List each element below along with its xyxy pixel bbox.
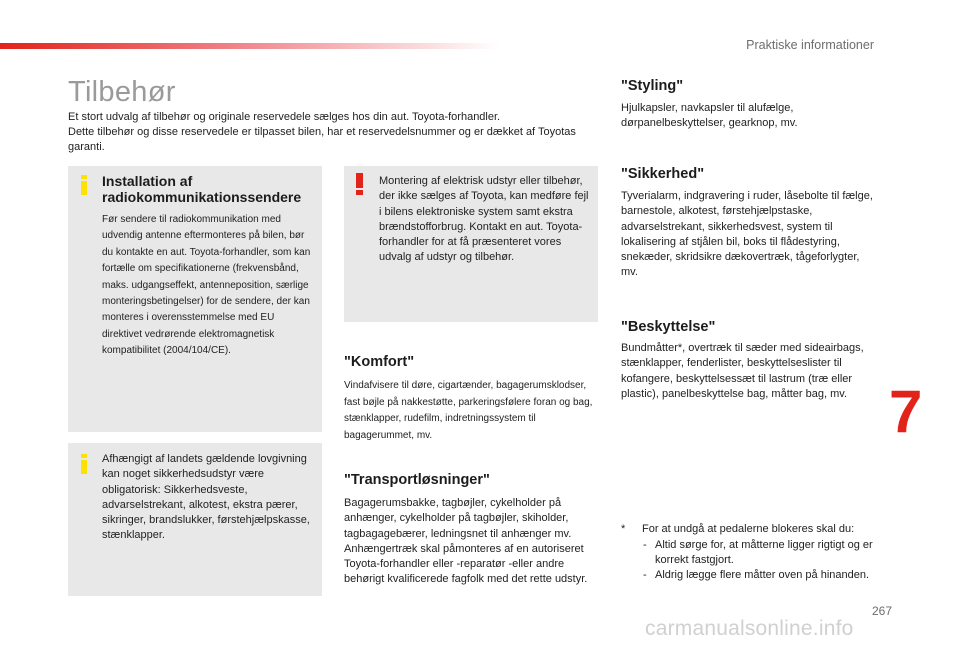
section-styling-title: "Styling"	[621, 78, 684, 94]
info-box-radio-title: Installation af radiokommunikationssendere	[102, 173, 302, 205]
section-beskyttelse-text: Bundmåtter*, overtræk til sæder med sideairbags, stænklapper, fenderlister, beskyttelseslister til kofangere, beskyttelsessæt til lastrum (træ eller plastic), panelbeskyttelse bag, måtter bag, mv.	[621, 342, 864, 400]
watermark: carmanualsonline.info	[645, 617, 854, 640]
chapter-number: 7	[889, 378, 923, 445]
warning-icon	[356, 173, 363, 195]
section-komfort-text: Vindafvisere til døre, cigartænder, bagagerumsklodser, fast bøjle på nakkestøtte, parkeringsfølere foran og bag, stænklapper, rudefilm, indretningssystem til bagagerummet, mv.	[344, 380, 593, 441]
section-transport-title: "Transportløsninger"	[344, 472, 490, 488]
info-icon	[81, 175, 87, 195]
page-title: Tilbehør	[68, 76, 176, 108]
header-accent-bar	[0, 43, 500, 49]
footnote-text: For at undgå at pedalerne blokeres skal du:	[642, 523, 855, 535]
info-icon	[81, 454, 87, 474]
list-item: - Altid sørge for, at måtterne ligger rigtigt og er korrekt fastgjort.	[642, 538, 892, 568]
intro-text	[68, 110, 588, 156]
footnote-marker: *	[621, 523, 626, 535]
section-komfort-title: "Komfort"	[344, 354, 415, 370]
info-box-radio-text: Før sendere til radiokommunikation med udvendig antenne eftermonteres på bilen, bør du kontakte en aut. Toyota-forhandler, som kan fortælle om specifikationerne (frekvensbånd, maks. udgangseffekt, antenneposition, særlige monteringsbetingelser) for de sendere, der kan monteres i overensstemmelse med EU direktivet vedrørende elektromagnetisk kompatibilitet (2004/104/CE).	[102, 214, 311, 357]
section-styling-text: Hjulkapsler, navkapsler til alufælge, dørpanelbeskyttelser, gearknop, mv.	[621, 102, 798, 130]
info-box-legislation-text: Afhængigt af landets gældende lovgivning kan noget sikkerhedsudstyr være obligatorisk: Sikkerhedsveste, advarselstrekant, alkotest, ekstra pærer, sikringer, brandslukker, førstehjælpskasse, stænklapper.	[102, 453, 310, 542]
section-beskyttelse-title: "Beskyttelse"	[621, 319, 716, 335]
section-transport-text: Bagagerumsbakke, tagbøjler, cykelholder på anhænger, cykelholder på tagbøjler, skiholder, tagbagagebærer, ledningsnet til anhænger mv. Anhængertræk skal påmonteres af en autoriseret Toyota-forhandler eller -reparatør -eller andre behørigt kvalificerede fagfolk med det rette udstyr.	[344, 497, 588, 586]
warning-box-text: Montering af elektrisk udstyr eller tilbehør, der ikke sælges af Toyota, kan medføre fejl i bilens elektroniske system samt ekstra brændstofforbrug. Kontakt en aut. Toyota-forhandler for at få præsenteret vores udvalg af udstyr og tilbehør.	[379, 175, 589, 264]
section-sikkerhed-title: "Sikkerhed"	[621, 166, 705, 182]
section-title: Praktiske informationer	[746, 38, 874, 52]
list-item: - Aldrig lægge flere måtter oven på hinanden.	[642, 568, 892, 583]
section-sikkerhed-text: Tyverialarm, indgravering i ruder, låsebolte til fælge, barnestole, alkotest, førstehjælpstaske, advarselstrekant, sikkerhedsvest, system til lokalisering af stjålen bil, boks til flådestyring, snekæder, skridsikre dækovertræk, tågeforlygter, mv.	[621, 190, 873, 279]
page-number: 267	[872, 604, 893, 618]
footnote-list	[642, 538, 892, 584]
intro-line-2: Dette tilbehør og disse reservedele er tilpasset bilen, har et reservedelsnummer og er dækket af Toyotas garanti.	[68, 126, 576, 154]
intro-line-1: Et stort udvalg af tilbehør og originale reservedele sælges hos din aut. Toyota-forhandler.	[68, 111, 501, 123]
